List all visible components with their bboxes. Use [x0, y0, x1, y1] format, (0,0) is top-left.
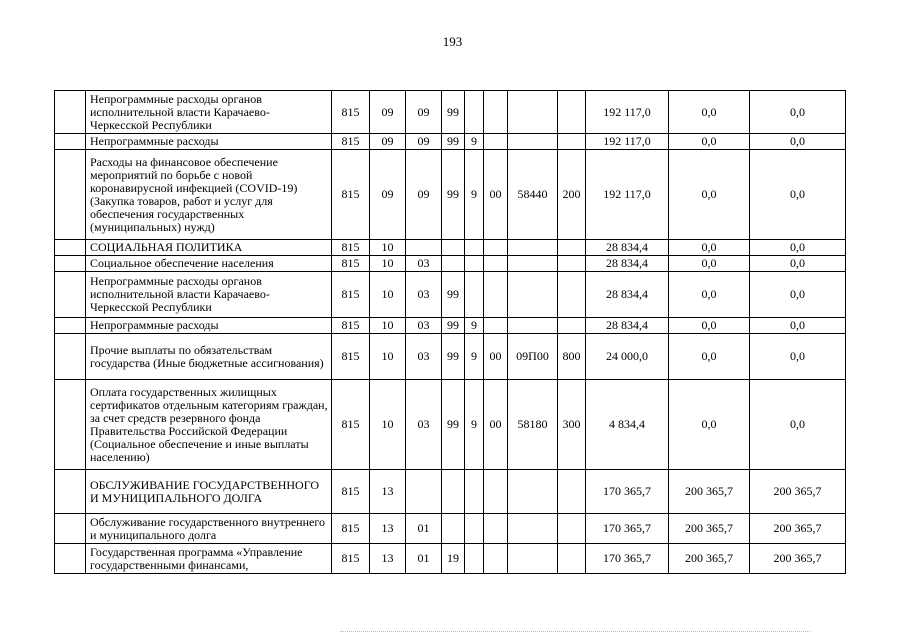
section-cell: 09 — [370, 91, 406, 134]
item-name-cell: Непрограммные расходы органов исполнительной власти Карачаево-Черкесской Республики — [86, 91, 332, 134]
direction-cell — [484, 470, 508, 514]
item-name-cell: Расходы на финансовое обеспечение мероприятий по борьбе с новой коронавирусной инфекцией (COVID-19) (Закупка товаров, работ и услуг для обеспечения государственных (муниципальных) нужд) — [86, 150, 332, 240]
direction-cell — [484, 272, 508, 318]
amount-2025-cell: 0,0 — [750, 256, 846, 272]
code-cell: 815 — [332, 318, 370, 334]
row-number-cell — [55, 91, 86, 134]
table-row — [55, 318, 846, 334]
expense-type-cell — [558, 544, 586, 574]
program-cell: 99 — [442, 318, 465, 334]
amount-2024-cell: 0,0 — [669, 318, 750, 334]
amount-2024-cell: 200 365,7 — [669, 470, 750, 514]
subprogram-cell — [465, 514, 484, 544]
section-cell: 10 — [370, 334, 406, 380]
expense-type-cell — [558, 318, 586, 334]
amount-2025-cell: 0,0 — [750, 318, 846, 334]
expense-type-cell — [558, 514, 586, 544]
subsection-cell: 01 — [406, 544, 442, 574]
amount-2025-cell: 0,0 — [750, 134, 846, 150]
program-cell — [442, 470, 465, 514]
item-name-cell: Непрограммные расходы — [86, 318, 332, 334]
section-cell: 09 — [370, 150, 406, 240]
amount-2024-cell: 0,0 — [669, 380, 750, 470]
table-row — [55, 240, 846, 256]
table-row — [55, 470, 846, 514]
code-cell: 815 — [332, 150, 370, 240]
target-cell — [508, 544, 558, 574]
section-cell: 13 — [370, 514, 406, 544]
page-number: 193 — [442, 34, 463, 49]
amount-2024-cell: 0,0 — [669, 256, 750, 272]
subprogram-cell — [465, 544, 484, 574]
program-cell: 19 — [442, 544, 465, 574]
subsection-cell: 03 — [406, 334, 442, 380]
amount-2024-cell: 200 365,7 — [669, 514, 750, 544]
row-number-cell — [55, 150, 86, 240]
subsection-cell: 09 — [406, 134, 442, 150]
target-cell: 09П00 — [508, 334, 558, 380]
row-number-cell — [55, 544, 86, 574]
expense-type-cell — [558, 91, 586, 134]
table-row — [55, 514, 846, 544]
table-row — [55, 134, 846, 150]
row-number-cell — [55, 256, 86, 272]
subprogram-cell — [465, 272, 484, 318]
amount-2025-cell: 0,0 — [750, 380, 846, 470]
section-cell: 10 — [370, 272, 406, 318]
amount-cell: 28 834,4 — [586, 240, 669, 256]
section-cell: 13 — [370, 544, 406, 574]
section-cell: 10 — [370, 318, 406, 334]
row-number-cell — [55, 334, 86, 380]
direction-cell — [484, 318, 508, 334]
target-cell — [508, 470, 558, 514]
expense-type-cell: 200 — [558, 150, 586, 240]
subsection-cell: 03 — [406, 380, 442, 470]
subsection-cell: 09 — [406, 150, 442, 240]
section-cell: 10 — [370, 380, 406, 470]
program-cell — [442, 256, 465, 272]
amount-cell: 28 834,4 — [586, 318, 669, 334]
table-row — [55, 150, 846, 240]
amount-2025-cell: 0,0 — [750, 240, 846, 256]
program-cell: 99 — [442, 380, 465, 470]
program-cell — [442, 240, 465, 256]
item-name-cell: ОБСЛУЖИВАНИЕ ГОСУДАРСТВЕННОГО И МУНИЦИПАЛЬНОГО ДОЛГА — [86, 470, 332, 514]
code-cell: 815 — [332, 470, 370, 514]
direction-cell — [484, 256, 508, 272]
amount-2025-cell: 200 365,7 — [750, 470, 846, 514]
subprogram-cell: 9 — [465, 134, 484, 150]
direction-cell — [484, 91, 508, 134]
code-cell: 815 — [332, 134, 370, 150]
subsection-cell — [406, 240, 442, 256]
direction-cell: 00 — [484, 150, 508, 240]
section-cell: 09 — [370, 134, 406, 150]
amount-2024-cell: 0,0 — [669, 150, 750, 240]
amount-cell: 170 365,7 — [586, 470, 669, 514]
code-cell: 815 — [332, 272, 370, 318]
amount-2025-cell: 200 365,7 — [750, 514, 846, 544]
table-row — [55, 380, 846, 470]
expense-type-cell: 300 — [558, 380, 586, 470]
program-cell: 99 — [442, 334, 465, 380]
expense-type-cell: 800 — [558, 334, 586, 380]
amount-cell: 170 365,7 — [586, 514, 669, 544]
row-number-cell — [55, 240, 86, 256]
direction-cell — [484, 240, 508, 256]
amount-cell: 28 834,4 — [586, 272, 669, 318]
table-row — [55, 256, 846, 272]
item-name-cell: Социальное обеспечение населения — [86, 256, 332, 272]
target-cell — [508, 256, 558, 272]
table-row — [55, 272, 846, 318]
subsection-cell: 03 — [406, 318, 442, 334]
subprogram-cell: 9 — [465, 318, 484, 334]
amount-2025-cell: 0,0 — [750, 150, 846, 240]
direction-cell: 00 — [484, 334, 508, 380]
amount-2024-cell: 0,0 — [669, 272, 750, 318]
target-cell: 58440 — [508, 150, 558, 240]
row-number-cell — [55, 470, 86, 514]
item-name-cell: СОЦИАЛЬНАЯ ПОЛИТИКА — [86, 240, 332, 256]
direction-cell — [484, 514, 508, 544]
target-cell — [508, 134, 558, 150]
code-cell: 815 — [332, 544, 370, 574]
item-name-cell: Непрограммные расходы — [86, 134, 332, 150]
item-name-cell: Государственная программа «Управление государственными финансами, — [86, 544, 332, 574]
subprogram-cell: 9 — [465, 334, 484, 380]
scan-artifact-line — [340, 631, 810, 632]
subsection-cell — [406, 470, 442, 514]
subprogram-cell — [465, 91, 484, 134]
subprogram-cell — [465, 240, 484, 256]
amount-2024-cell: 0,0 — [669, 240, 750, 256]
amount-cell: 192 117,0 — [586, 134, 669, 150]
code-cell: 815 — [332, 240, 370, 256]
item-name-cell: Оплата государственных жилищных сертификатов отдельным категориям граждан, за счет средств резервного фонда Правительства Российской Федерации (Социальное обеспечение и иные выплаты населению) — [86, 380, 332, 470]
expense-type-cell — [558, 134, 586, 150]
amount-2025-cell: 200 365,7 — [750, 544, 846, 574]
section-cell: 10 — [370, 256, 406, 272]
item-name-cell: Непрограммные расходы органов исполнительной власти Карачаево-Черкесской Республики — [86, 272, 332, 318]
subprogram-cell: 9 — [465, 150, 484, 240]
subsection-cell: 09 — [406, 91, 442, 134]
code-cell: 815 — [332, 334, 370, 380]
code-cell: 815 — [332, 256, 370, 272]
amount-2024-cell: 0,0 — [669, 91, 750, 134]
target-cell — [508, 272, 558, 318]
amount-2024-cell: 200 365,7 — [669, 544, 750, 574]
budget-table — [54, 90, 846, 574]
amount-cell: 28 834,4 — [586, 256, 669, 272]
section-cell: 10 — [370, 240, 406, 256]
direction-cell — [484, 134, 508, 150]
table-row — [55, 334, 846, 380]
row-number-cell — [55, 134, 86, 150]
direction-cell — [484, 544, 508, 574]
direction-cell: 00 — [484, 380, 508, 470]
row-number-cell — [55, 318, 86, 334]
row-number-cell — [55, 272, 86, 318]
subsection-cell: 01 — [406, 514, 442, 544]
target-cell — [508, 240, 558, 256]
program-cell: 99 — [442, 272, 465, 318]
expense-type-cell — [558, 272, 586, 318]
expense-type-cell — [558, 470, 586, 514]
program-cell: 99 — [442, 134, 465, 150]
row-number-cell — [55, 514, 86, 544]
amount-cell: 170 365,7 — [586, 544, 669, 574]
target-cell — [508, 318, 558, 334]
program-cell: 99 — [442, 91, 465, 134]
amount-cell: 4 834,4 — [586, 380, 669, 470]
item-name-cell: Обслуживание государственного внутреннего и муниципального долга — [86, 514, 332, 544]
table-row — [55, 91, 846, 134]
subprogram-cell — [465, 256, 484, 272]
subsection-cell: 03 — [406, 256, 442, 272]
amount-cell: 24 000,0 — [586, 334, 669, 380]
item-name-cell: Прочие выплаты по обязательствам государства (Иные бюджетные ассигнования) — [86, 334, 332, 380]
target-cell: 58180 — [508, 380, 558, 470]
amount-2024-cell: 0,0 — [669, 134, 750, 150]
code-cell: 815 — [332, 514, 370, 544]
row-number-cell — [55, 380, 86, 470]
amount-2025-cell: 0,0 — [750, 334, 846, 380]
expense-type-cell — [558, 240, 586, 256]
amount-cell: 192 117,0 — [586, 150, 669, 240]
target-cell — [508, 514, 558, 544]
subsection-cell: 03 — [406, 272, 442, 318]
section-cell: 13 — [370, 470, 406, 514]
expense-type-cell — [558, 256, 586, 272]
amount-2024-cell: 0,0 — [669, 334, 750, 380]
program-cell: 99 — [442, 150, 465, 240]
subprogram-cell — [465, 470, 484, 514]
amount-2025-cell: 0,0 — [750, 272, 846, 318]
subprogram-cell: 9 — [465, 380, 484, 470]
target-cell — [508, 91, 558, 134]
code-cell: 815 — [332, 380, 370, 470]
table-row — [55, 544, 846, 574]
amount-cell: 192 117,0 — [586, 91, 669, 134]
code-cell: 815 — [332, 91, 370, 134]
amount-2025-cell: 0,0 — [750, 91, 846, 134]
program-cell — [442, 514, 465, 544]
